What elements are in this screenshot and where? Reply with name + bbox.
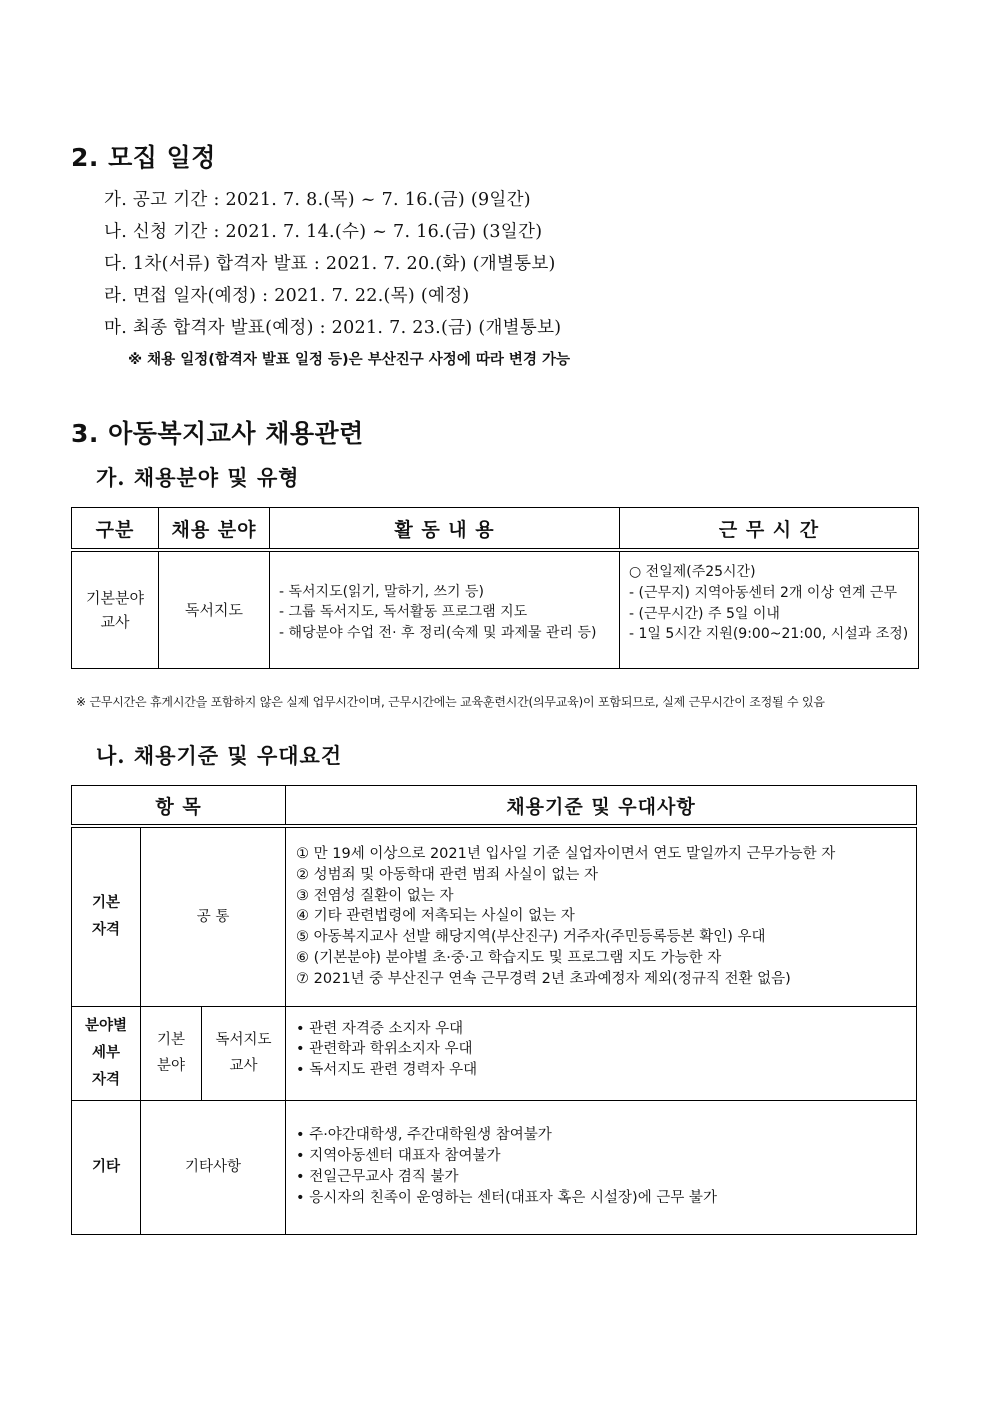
recruit-field-table	[71, 507, 919, 669]
label-line: 기본	[91, 894, 120, 911]
label-line: 자격	[91, 921, 120, 938]
label-line: 기본	[156, 1032, 185, 1048]
subsection-b-title: 나. 채용기준 및 우대요건	[96, 743, 343, 768]
criteria-item: • 관련학과 학위소지자 우대	[296, 1041, 473, 1058]
reading-teacher-label	[202, 1006, 286, 1100]
section-2-title: 2. 모집 일정	[71, 143, 216, 172]
common-label: 공 통	[141, 826, 286, 1006]
category-line: 교사	[100, 612, 130, 631]
label-line: 세부	[91, 1044, 120, 1061]
basic-field-label	[141, 1006, 202, 1100]
label-line: 독서지도	[215, 1032, 272, 1048]
field-criteria-cell	[286, 1006, 917, 1100]
label-line: 분야별	[84, 1017, 128, 1034]
work-hours-footnote: ※ 근무시간은 휴게시간을 포함하지 않은 실제 업무시간이며, 근무시간에는 교육훈련시간(의무교육)이 포함되므로, 실제 근무시간이 조정될 수 있음	[76, 695, 825, 709]
header-category: 구분	[72, 508, 159, 551]
criteria-item: ③ 전염성 질환이 없는 자	[296, 887, 454, 904]
category-cell	[72, 550, 159, 668]
criteria-item: ④ 기타 관련법령에 저촉되는 사실이 없는 자	[296, 908, 575, 925]
hours-line: - 1일 5시간 지원(9:00~21:00, 시설과 조정)	[629, 626, 909, 643]
label-line: 교사	[229, 1058, 258, 1074]
activity-line: - 해당분야 수업 전· 후 정리(숙제 및 과제물 관리 등)	[279, 625, 597, 642]
schedule-item: 가. 공고 기간 : 2021. 7. 8.(목) ~ 7. 16.(금) (9일간)	[104, 190, 531, 210]
section-3-title: 3. 아동복지교사 채용관련	[71, 419, 364, 448]
criteria-item: • 응시자의 친족이 운영하는 센터(대표자 혹은 시설장)에 근무 불가	[296, 1189, 717, 1206]
criteria-item: ① 만 19세 이상으로 2021년 입사일 기준 실업자이면서 연도 말일까지 근무가능한 자	[296, 845, 836, 862]
criteria-item: ⑥ (기본분야) 분야별 초·중·고 학습지도 및 프로그램 지도 가능한 자	[296, 949, 722, 966]
category-line: 기본분야	[86, 588, 144, 607]
schedule-note: ※ 채용 일정(합격자 발표 일정 등)은 부산진구 사정에 따라 변경 가능	[128, 352, 571, 368]
schedule-item: 나. 신청 기간 : 2021. 7. 14.(수) ~ 7. 16.(금) (3일간)	[104, 222, 543, 242]
activity-line: - 독서지도(읽기, 말하기, 쓰기 등)	[279, 583, 484, 600]
field-cell: 독서지도	[159, 550, 270, 668]
criteria-table	[71, 785, 917, 1235]
etc-sub-label: 기타사항	[141, 1100, 286, 1234]
criteria-item: ⑦ 2021년 중 부산진구 연속 근무경력 2년 초과예정자 제외(정규직 전환 없음)	[296, 970, 791, 987]
criteria-item: • 주·야간대학생, 주간대학원생 참여불가	[296, 1127, 552, 1144]
schedule-item: 마. 최종 합격자 발표(예정) : 2021. 7. 23.(금) (개별통보)	[104, 318, 562, 338]
label-line: 자격	[91, 1071, 120, 1088]
basic-criteria-cell	[286, 826, 917, 1006]
hours-cell	[620, 550, 919, 668]
hours-line: ○ 전일제(주25시간)	[629, 564, 756, 580]
schedule-item: 라. 면접 일자(예정) : 2021. 7. 22.(목) (예정)	[104, 286, 470, 306]
hours-line: - (근무지) 지역아동센터 2개 이상 연계 근무	[629, 584, 897, 601]
header-criteria: 채용기준 및 우대사항	[286, 786, 917, 827]
criteria-item: • 관련 자격증 소지자 우대	[296, 1020, 464, 1037]
criteria-item: • 지역아동센터 대표자 참여불가	[296, 1148, 501, 1165]
label-line: 분야	[156, 1058, 185, 1074]
field-qualification-label	[72, 1006, 141, 1100]
header-field: 채용 분야	[159, 508, 270, 551]
subsection-a-title: 가. 채용분야 및 유형	[96, 465, 300, 490]
criteria-item: ⑤ 아동복지교사 선발 해당지역(부산진구) 거주자(주민등록등본 확인) 우대	[296, 929, 766, 946]
basic-qualification-label	[72, 826, 141, 1006]
header-activities: 활 동 내 용	[270, 508, 620, 551]
activity-line: - 그룹 독서지도, 독서활동 프로그램 지도	[279, 604, 528, 621]
activities-cell	[270, 550, 620, 668]
criteria-item: • 독서지도 관련 경력자 우대	[296, 1062, 478, 1079]
criteria-item: ② 성범죄 및 아동학대 관련 범죄 사실이 없는 자	[296, 866, 599, 883]
hours-line: - (근무시간) 주 5일 이내	[629, 605, 780, 622]
schedule-item: 다. 1차(서류) 합격자 발표 : 2021. 7. 20.(화) (개별통보)	[104, 254, 556, 274]
header-item: 항 목	[72, 786, 286, 827]
header-work-hours: 근 무 시 간	[620, 508, 919, 551]
etc-criteria-cell	[286, 1100, 917, 1234]
etc-label: 기타	[72, 1100, 141, 1234]
criteria-item: • 전일근무교사 겸직 불가	[296, 1169, 459, 1185]
